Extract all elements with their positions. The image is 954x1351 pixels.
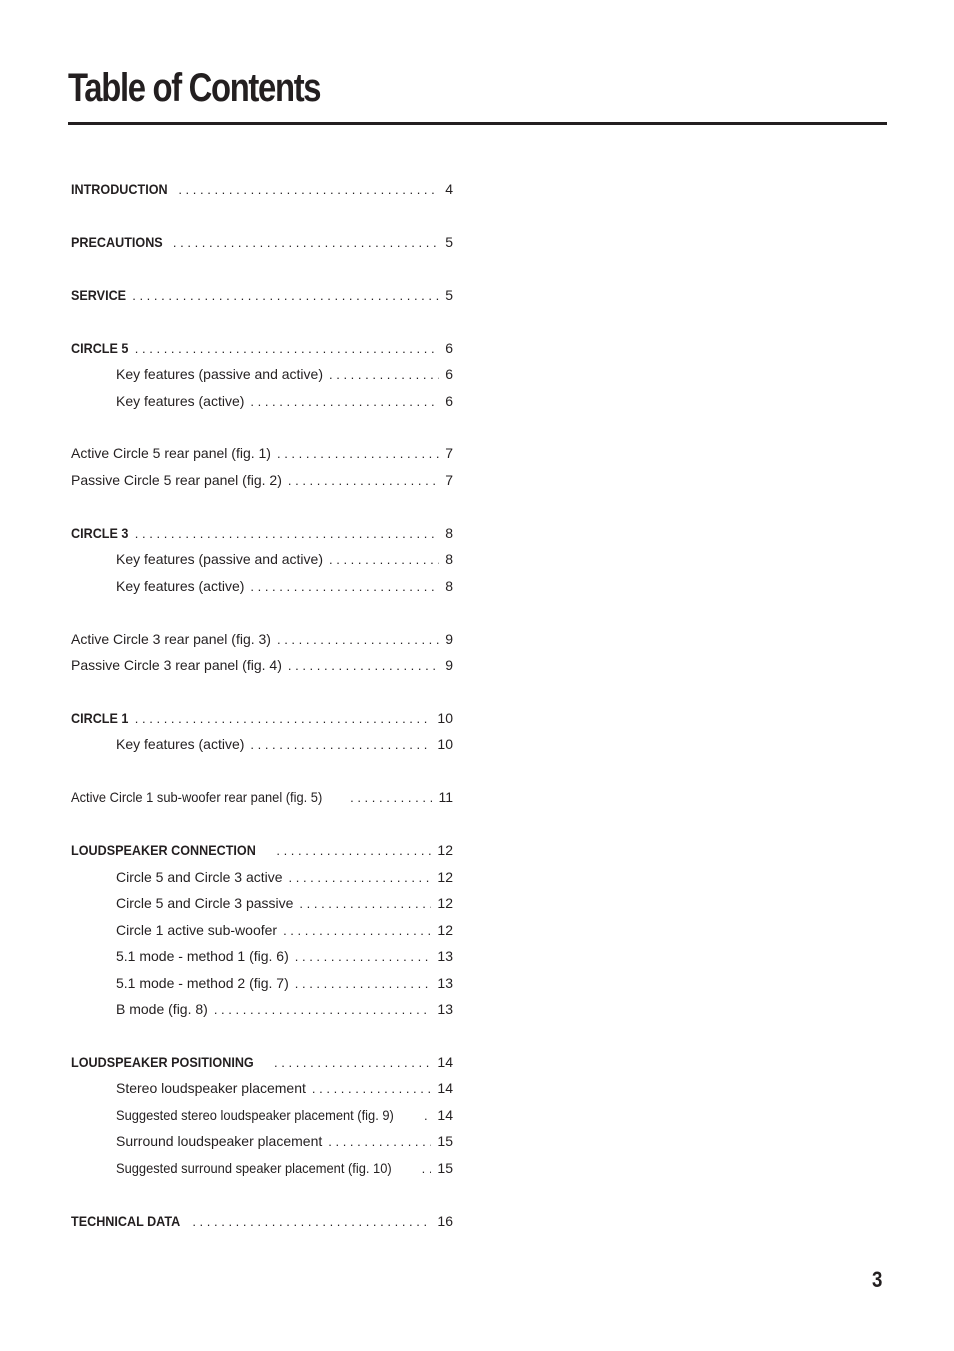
- toc-entry[interactable]: [116, 1130, 453, 1152]
- toc-entry[interactable]: [71, 654, 453, 676]
- toc-entry-page: 16: [437, 1213, 453, 1229]
- toc-entry[interactable]: [71, 337, 453, 359]
- dot-leader: [276, 840, 431, 862]
- toc-entry-page: 5: [445, 287, 453, 303]
- toc-entry[interactable]: [71, 1051, 453, 1073]
- toc-entry[interactable]: [116, 919, 453, 941]
- toc-entry[interactable]: [116, 945, 453, 967]
- toc-entry-label: Suggested surround speaker placement (fig. 10): [116, 1160, 392, 1176]
- dot-leader: [299, 893, 431, 915]
- toc-entry-page: 13: [437, 948, 453, 964]
- toc-entry-label: LOUDSPEAKER POSITIONING: [71, 1054, 254, 1070]
- toc-entry-page: 12: [437, 922, 453, 938]
- toc-entry-page: 14: [437, 1080, 453, 1096]
- toc-entry[interactable]: [116, 866, 453, 888]
- toc-entry-label: 5.1 mode - method 2 (fig. 7): [116, 975, 289, 991]
- toc-entry-page: 8: [445, 525, 453, 541]
- toc-entry[interactable]: [71, 231, 453, 253]
- dot-leader: [173, 232, 439, 254]
- toc-entry-label: LOUDSPEAKER CONNECTION: [71, 842, 256, 858]
- toc-entry-label: Key features (passive and active): [116, 551, 323, 567]
- toc-entry-label: Circle 5 and Circle 3 passive: [116, 895, 294, 911]
- toc-entry[interactable]: [71, 178, 453, 200]
- toc-entry-page: 6: [445, 340, 453, 356]
- toc-entry-label: Stereo loudspeaker placement: [116, 1080, 306, 1096]
- toc-entry-page: 8: [445, 551, 453, 567]
- toc-entry-label: PRECAUTIONS: [71, 234, 163, 250]
- toc-entry-label: SERVICE: [71, 287, 127, 303]
- toc-entry[interactable]: [116, 998, 453, 1020]
- toc-entry-label: Active Circle 3 rear panel (fig. 3): [71, 631, 271, 647]
- toc-entry-page: 6: [445, 366, 453, 382]
- dot-leader: [283, 920, 431, 942]
- toc-entry-page: 7: [445, 445, 453, 461]
- toc-entry-page: 6: [445, 393, 453, 409]
- toc-entry-label: Active Circle 1 sub-woofer rear panel (fig. 5): [71, 789, 323, 805]
- dot-leader: [135, 708, 432, 730]
- toc-entry[interactable]: [71, 442, 453, 464]
- dot-leader: [295, 946, 432, 968]
- toc-entry-page: 12: [437, 895, 453, 911]
- dot-leader: [328, 1131, 431, 1153]
- toc-entry-label: Suggested stereo loudspeaker placement (fig. 9): [116, 1107, 394, 1123]
- toc-entry-page: 8: [445, 578, 453, 594]
- toc-entry[interactable]: [71, 707, 453, 729]
- toc-entry-label: CIRCLE 1: [71, 710, 129, 726]
- dot-leader: [277, 629, 439, 651]
- toc-entry-label: Circle 1 active sub-woofer: [116, 922, 278, 938]
- dot-leader: [250, 576, 439, 598]
- toc-entry[interactable]: [71, 522, 453, 544]
- toc-entry-page: 14: [437, 1107, 453, 1123]
- toc-entry[interactable]: [116, 1104, 453, 1126]
- toc-entry[interactable]: [116, 548, 453, 570]
- toc-entry-label: CIRCLE 5: [71, 340, 129, 356]
- toc-entry-page: 4: [445, 181, 453, 197]
- title-rule: [68, 122, 887, 125]
- toc-entry-page: 13: [437, 1001, 453, 1017]
- toc-entry[interactable]: [116, 972, 453, 994]
- toc-entry[interactable]: [116, 1077, 453, 1099]
- toc-entry[interactable]: [116, 575, 453, 597]
- toc-entry-label: Circle 5 and Circle 3 active: [116, 869, 283, 885]
- toc-entry-page: 7: [445, 472, 453, 488]
- toc-entry[interactable]: [71, 786, 453, 808]
- dot-leader: [250, 391, 439, 413]
- toc-entry-page: 14: [437, 1054, 453, 1070]
- dot-leader: [132, 285, 439, 307]
- toc-entry-page: 13: [437, 975, 453, 991]
- toc-entry-page: 12: [437, 869, 453, 885]
- toc-entry-page: 12: [437, 842, 453, 858]
- dot-leader: [350, 787, 432, 809]
- toc-entry-label: Active Circle 5 rear panel (fig. 1): [71, 445, 271, 461]
- dot-leader: [135, 338, 439, 360]
- toc-entry[interactable]: [116, 892, 453, 914]
- toc-entry[interactable]: [71, 469, 453, 491]
- toc-entry-label: Key features (active): [116, 736, 245, 752]
- toc-entry-label: CIRCLE 3: [71, 525, 129, 541]
- toc-entry-page: 10: [437, 736, 453, 752]
- toc-entry[interactable]: [71, 839, 453, 861]
- dot-leader: [312, 1078, 432, 1100]
- toc-entry-page: 9: [445, 631, 453, 647]
- dot-leader: [250, 734, 431, 756]
- toc-entry-label: 5.1 mode - method 1 (fig. 6): [116, 948, 289, 964]
- dot-leader: [274, 1052, 431, 1074]
- dot-leader: [329, 364, 439, 386]
- toc-entry-label: Passive Circle 5 rear panel (fig. 2): [71, 472, 282, 488]
- page-title: Table of Contents: [68, 66, 321, 110]
- dot-leader: [178, 179, 439, 201]
- toc-entry[interactable]: [71, 628, 453, 650]
- toc-entry-page: 15: [437, 1160, 453, 1176]
- toc-entry-label: B mode (fig. 8): [116, 1001, 208, 1017]
- toc-entry[interactable]: [71, 1210, 453, 1232]
- dot-leader: [214, 999, 432, 1021]
- toc-entry-page: 9: [445, 657, 453, 673]
- toc-entry-label: Key features (passive and active): [116, 366, 323, 382]
- toc-entry[interactable]: [116, 363, 453, 385]
- toc-entry-page: 5: [445, 234, 453, 250]
- toc-entry[interactable]: [116, 1157, 453, 1179]
- dot-leader: [295, 973, 432, 995]
- page-number: 3: [872, 1267, 883, 1292]
- toc-entry-label: Surround loudspeaker placement: [116, 1133, 323, 1149]
- toc-entry-label: TECHNICAL DATA: [71, 1213, 181, 1229]
- toc-entry-page: 15: [437, 1133, 453, 1149]
- dot-leader: [277, 443, 439, 465]
- dot-leader: [329, 549, 439, 571]
- dot-leader: [135, 523, 439, 545]
- toc-entry-label: Key features (active): [116, 578, 245, 594]
- toc-entry-label: Passive Circle 3 rear panel (fig. 4): [71, 657, 282, 673]
- toc-entry-page: 10: [437, 710, 453, 726]
- dot-leader: [424, 1105, 431, 1127]
- dot-leader: [192, 1211, 431, 1233]
- toc-entry-label: Key features (active): [116, 393, 245, 409]
- dot-leader: [289, 867, 432, 889]
- toc-entry[interactable]: [116, 733, 453, 755]
- dot-leader: [422, 1158, 432, 1180]
- dot-leader: [288, 655, 439, 677]
- dot-leader: [288, 470, 439, 492]
- toc-entry-page: 11: [438, 789, 453, 805]
- toc-entry-label: INTRODUCTION: [71, 181, 168, 197]
- toc-entry[interactable]: [116, 390, 453, 412]
- toc-entry[interactable]: [71, 284, 453, 306]
